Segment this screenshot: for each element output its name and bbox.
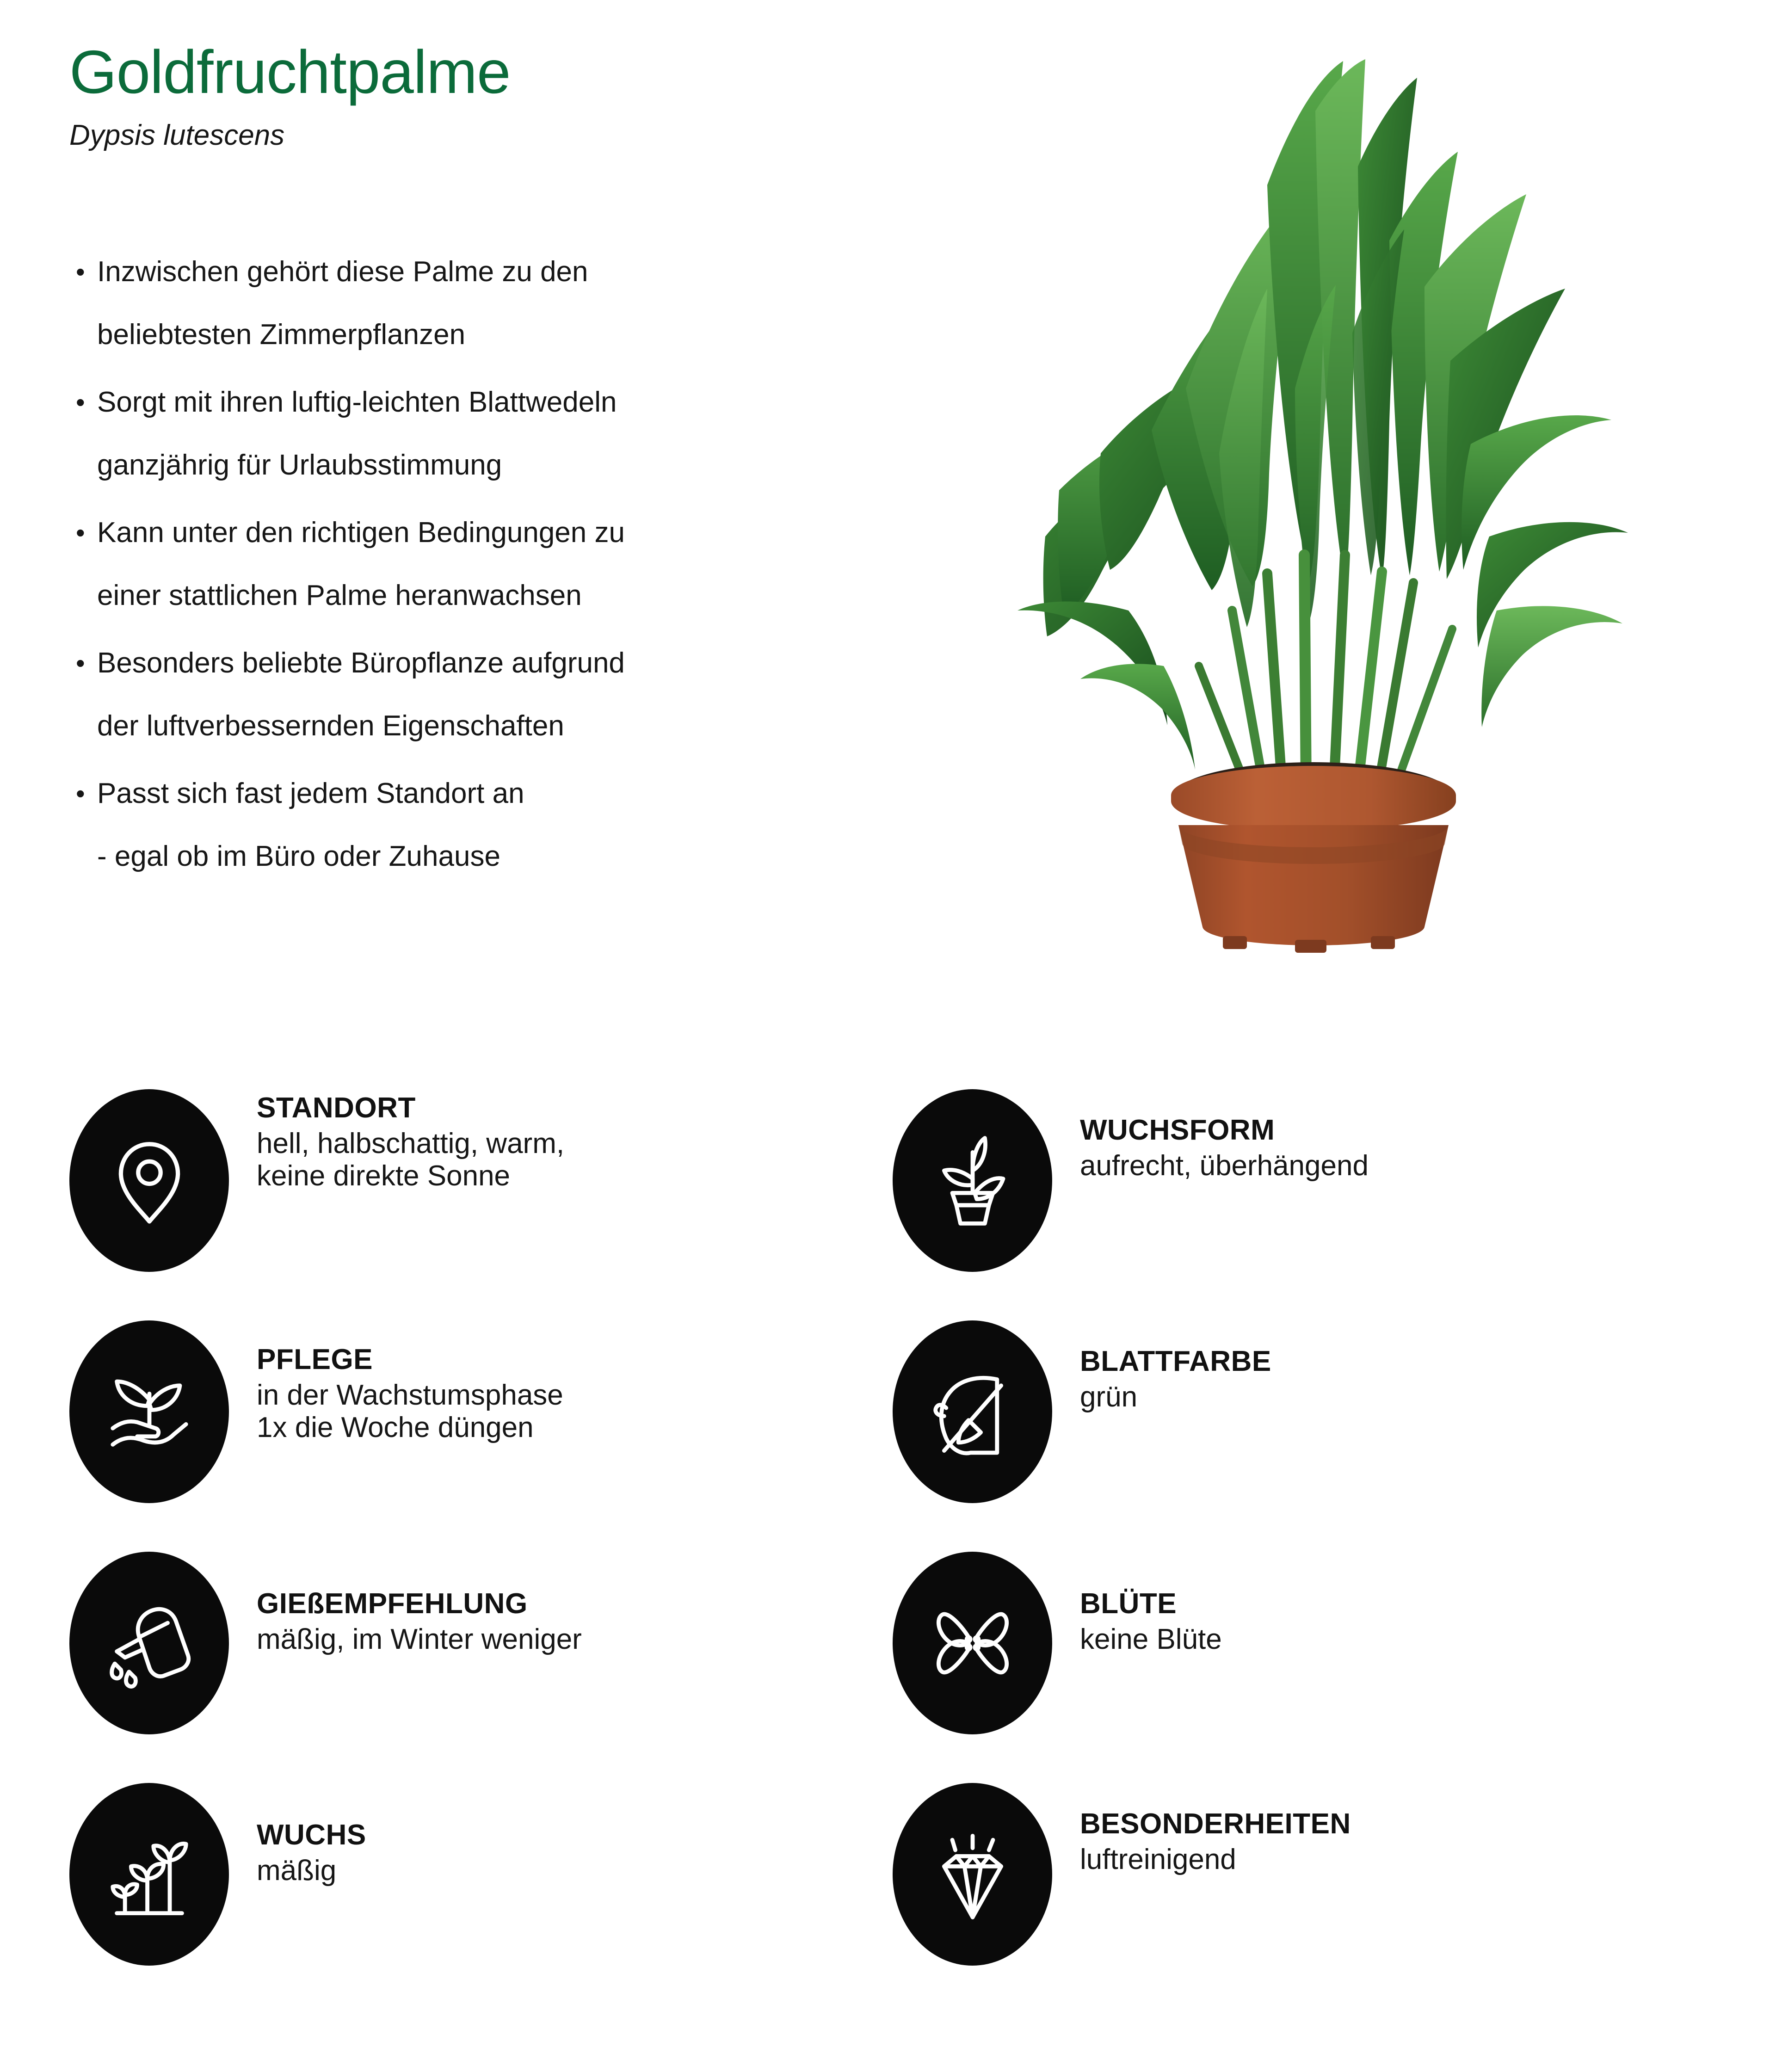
attribute-grid <box>69 1089 1716 2019</box>
location-pin-icon <box>69 1089 229 1272</box>
attribute-pflege <box>69 1320 893 1552</box>
areca-palm-illustration <box>990 56 1637 953</box>
attribute-value <box>1080 1381 1271 1413</box>
flower-icon <box>893 1552 1052 1734</box>
attribute-blattfarbe <box>893 1320 1716 1552</box>
header <box>69 38 971 151</box>
leaf-paintbrush-icon <box>893 1320 1052 1503</box>
attribute-standort <box>69 1089 893 1320</box>
attribute-value-line: in der Wachstumsphase <box>257 1379 563 1412</box>
list-item <box>69 762 902 888</box>
attribute-title: WUCHS <box>257 1819 366 1851</box>
attribute-text <box>1080 1320 1271 1413</box>
attribute-text <box>257 1783 366 1887</box>
list-item-line: - egal ob im Büro oder Zuhause <box>97 840 500 872</box>
attribute-value <box>1080 1844 1351 1875</box>
list-item-line: Passt sich fast jedem Standort an <box>97 777 524 809</box>
attribute-value-line: luftreinigend <box>1080 1844 1236 1876</box>
list-item-line: ganzjährig für Urlaubsstimmung <box>97 449 502 481</box>
diamond-sparkle-icon <box>893 1783 1052 1966</box>
palm-stems <box>1199 555 1452 788</box>
list-item-line: einer stattlichen Palme heranwachsen <box>97 580 582 611</box>
list-item-line: Inzwischen gehört diese Palme zu den <box>97 256 588 288</box>
attribute-text <box>1080 1783 1351 1876</box>
page-title: Goldfruchtpalme <box>69 38 511 106</box>
attribute-besonderheiten <box>893 1783 1716 2014</box>
attribute-text <box>257 1089 564 1192</box>
watering-can-icon <box>69 1552 229 1734</box>
list-item-text <box>97 240 902 366</box>
attribute-bluete <box>893 1552 1716 1783</box>
list-item-line: Sorgt mit ihren luftig-leichten Blattwedeln <box>97 386 617 418</box>
attribute-value <box>1080 1150 1369 1182</box>
attribute-value <box>257 1623 582 1655</box>
attribute-value-line: aufrecht, überhängend <box>1080 1150 1369 1182</box>
botanical-name: Dypsis lutescens <box>69 119 285 151</box>
attribute-title: BLÜTE <box>1080 1588 1177 1620</box>
attribute-text <box>257 1552 582 1656</box>
attribute-value <box>257 1379 563 1443</box>
attribute-value-line: keine Blüte <box>1080 1623 1222 1656</box>
attribute-value-line: mäßig, im Winter weniger <box>257 1623 582 1656</box>
list-item-text <box>97 501 902 627</box>
attribute-value-line: mäßig <box>257 1855 337 1887</box>
list-item-text <box>97 371 902 497</box>
plant-photo <box>990 56 1637 953</box>
bullet-icon: • <box>76 779 85 808</box>
attribute-wuchsform <box>893 1089 1716 1320</box>
attribute-value <box>257 1128 564 1192</box>
bullet-icon: • <box>76 257 85 286</box>
list-item-line: Kann unter den richtigen Bedingungen zu <box>97 517 625 549</box>
sprout-in-hand-icon <box>69 1320 229 1503</box>
attribute-text <box>257 1320 563 1443</box>
list-item-text <box>97 632 902 758</box>
palm-fronds <box>1018 59 1628 770</box>
list-item-line: Besonders beliebte Büropflanze aufgrund <box>97 647 625 679</box>
list-item-text <box>97 762 902 888</box>
bullet-icon: • <box>76 648 85 678</box>
list-item <box>69 240 902 366</box>
attribute-value <box>257 1855 366 1887</box>
attribute-title: GIEßEMPFEHLUNG <box>257 1588 528 1620</box>
plant-pot <box>1171 766 1456 953</box>
attribute-title: BLATTFARBE <box>1080 1345 1271 1377</box>
list-item-line: beliebtesten Zimmerpflanzen <box>97 319 466 351</box>
list-item-line: der luftverbessernden Eigenschaften <box>97 710 564 742</box>
attribute-title: BESONDERHEITEN <box>1080 1808 1351 1840</box>
bullet-icon: • <box>76 518 85 547</box>
attribute-text <box>1080 1552 1222 1656</box>
attribute-title: PFLEGE <box>257 1344 373 1375</box>
attribute-value-line: keine direkte Sonne <box>257 1159 511 1192</box>
bullet-icon: • <box>76 388 85 417</box>
list-item <box>69 371 902 497</box>
feature-bullet-list <box>69 240 902 893</box>
attribute-title: WUCHSFORM <box>1080 1114 1275 1146</box>
attribute-value-line: 1x die Woche düngen <box>257 1411 534 1443</box>
potted-plant-icon <box>893 1089 1052 1272</box>
attribute-value <box>1080 1623 1222 1655</box>
attribute-giessempfehlung <box>69 1552 893 1783</box>
growth-plants-icon <box>69 1783 229 1966</box>
attribute-value-line: grün <box>1080 1381 1138 1413</box>
attribute-title: STANDORT <box>257 1092 416 1124</box>
attribute-text <box>1080 1089 1369 1182</box>
list-item <box>69 632 902 758</box>
list-item <box>69 501 902 627</box>
attribute-wuchs <box>69 1783 893 2014</box>
attribute-value-line: hell, halbschattig, warm, <box>257 1128 565 1160</box>
